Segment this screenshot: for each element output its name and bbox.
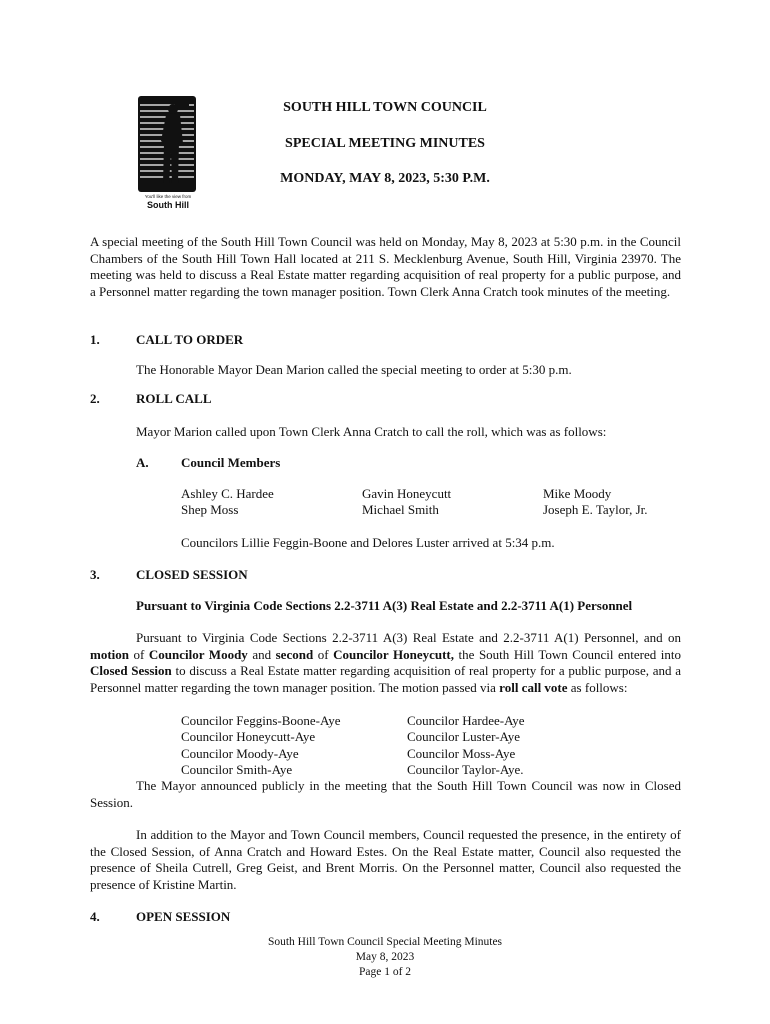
page-footer — [185, 935, 585, 980]
member-name: Gavin Honeycutt — [362, 486, 452, 501]
council-name: SOUTH HILL TOWN COUNCIL — [283, 100, 487, 115]
logo-name: South Hill — [147, 200, 189, 210]
footer-page-number: Page 1 of 2 — [358, 966, 412, 978]
motion-paragraph: Pursuant to Virginia Code Sections 2.2-3711 A(3) Real Estate and 2.2-3711 A(1) Personnel, and on motion of Councilor Moody and second of Councilor Honeycutt, the South Hill Town Council entered into Closed Session to discuss a Real Estate matter regarding acquisition of real property for a public purpose, and a Personnel matter regarding the town manager position. The motion passed via roll call vote as follows: — [90, 630, 681, 695]
vote-entry: Councilor Honeycutt-Aye — [181, 729, 316, 744]
vote-entry: Councilor Taylor-Aye. — [407, 762, 524, 777]
town-logo — [137, 95, 199, 213]
announcement-paragraph: The Mayor announced publicly in the meeting that the South Hill Town Council was now in Closed Session. — [90, 778, 681, 810]
meeting-date: MONDAY, MAY 8, 2023, 5:30 P.M. — [280, 171, 490, 186]
footer-date: May 8, 2023 — [355, 951, 415, 963]
section-4-title: OPEN SESSION — [136, 909, 231, 924]
vote-entry: Councilor Moody-Aye — [181, 746, 299, 761]
council-members-heading: Council Members — [181, 455, 281, 470]
vote-entry: Councilor Moss-Aye — [407, 746, 516, 761]
member-name: Ashley C. Hardee — [181, 486, 274, 501]
section-1-number: 1. — [90, 332, 100, 347]
section-3-number: 3. — [90, 567, 100, 582]
section-4-number: 4. — [90, 909, 100, 924]
presence-paragraph: In addition to the Mayor and Town Council members, Council requested the presence, in the entirety of the Closed Session, of Anna Cratch and Howard Estes. On the Real Estate matter, Council also requested the presence of Sheila Cutrell, Greg Geist, and Brent Morris. On the Personnel matter, Council also requested the presence of Kristine Martin. — [90, 827, 681, 892]
section-2-title: ROLL CALL — [136, 391, 212, 406]
subsection-letter: A. — [136, 455, 149, 470]
vote-entry: Councilor Feggins-Boone-Aye — [181, 713, 341, 728]
section-2-number: 2. — [90, 391, 100, 406]
intro-paragraph: A special meeting of the South Hill Town Council was held on Monday, May 8, 2023 at 5:30 p.m. in the Council Chambers of the South Hill Town Hall located at 211 S. Mecklenburg Avenue, South Hill, Virginia 23970. The meeting was held to discuss a Real Estate matter regarding acquisition of real property for a public purpose, and a Personnel matter regarding the town manager position. Town Clerk Anna Cratch took minutes of the meeting. — [90, 234, 681, 299]
member-name: Joseph E. Taylor, Jr. — [543, 502, 648, 517]
closed-session-subhead: Pursuant to Virginia Code Sections 2.2-3711 A(3) Real Estate and 2.2-3711 A(1) Personnel — [136, 598, 633, 613]
vote-entry: Councilor Smith-Aye — [181, 762, 293, 777]
logo-graphic — [137, 95, 199, 195]
section-3-title: CLOSED SESSION — [136, 567, 248, 582]
call-to-order-text: The Honorable Mayor Dean Marion called the special meeting to order at 5:30 p.m. — [136, 362, 572, 377]
logo-tagline: You'll like the view from — [144, 194, 192, 199]
footer-title: South Hill Town Council Special Meeting Minutes — [267, 936, 503, 948]
vote-entry: Councilor Luster-Aye — [407, 729, 520, 744]
roll-call-text: Mayor Marion called upon Town Clerk Anna Cratch to call the roll, which was as follows: — [136, 424, 607, 439]
section-1-title: CALL TO ORDER — [136, 332, 244, 347]
document-title: SPECIAL MEETING MINUTES — [285, 136, 485, 151]
member-name: Shep Moss — [181, 502, 239, 517]
late-arrival-text: Councilors Lillie Feggin-Boone and Delores Luster arrived at 5:34 p.m. — [181, 535, 555, 550]
vote-entry: Councilor Hardee-Aye — [407, 713, 525, 728]
member-name: Michael Smith — [362, 502, 439, 517]
member-name: Mike Moody — [543, 486, 612, 501]
